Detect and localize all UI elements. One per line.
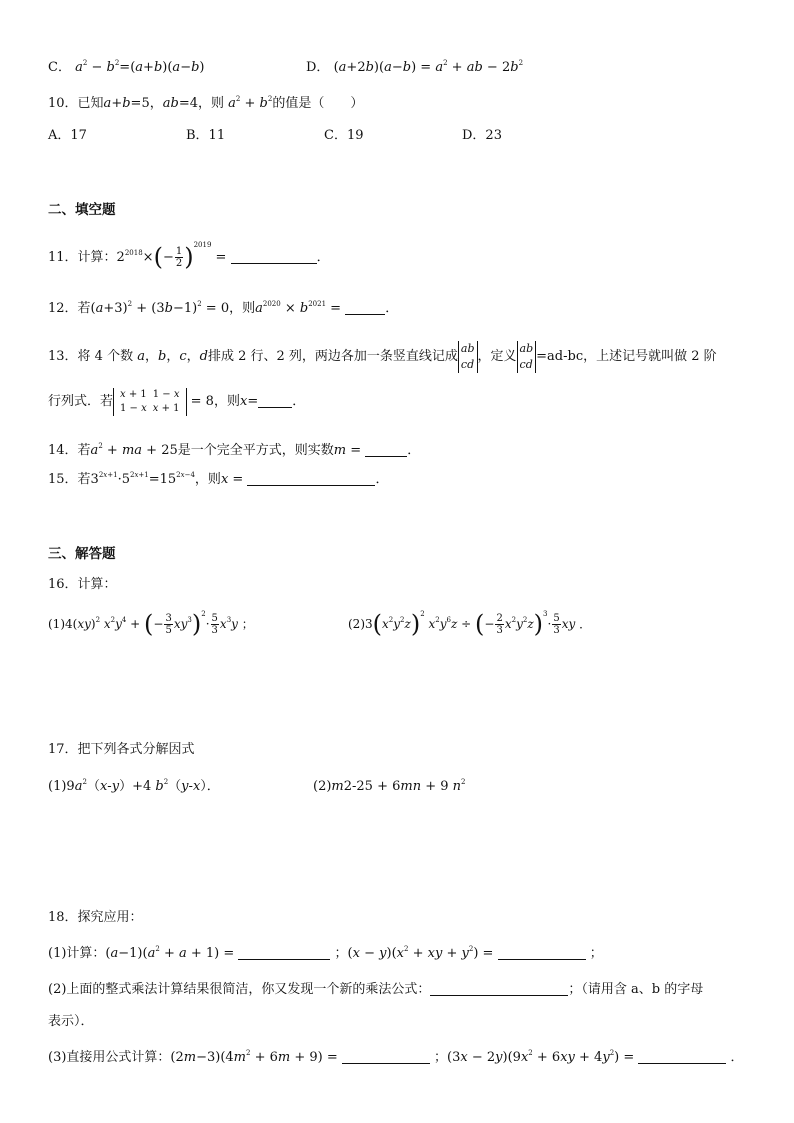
q18-answer-blank-3[interactable]: [342, 1049, 430, 1064]
q18-answer-blank-4[interactable]: [638, 1049, 726, 1064]
q13-answer-blank[interactable]: [258, 393, 292, 408]
q18-part2: (2)上面的整式乘法计算结果很简洁，你又发现一个新的乘法公式： ；（请用含 a、b 的字母: [48, 982, 704, 997]
q12-answer-blank[interactable]: [345, 300, 385, 315]
q14-answer-blank[interactable]: [365, 442, 407, 457]
q18-answer-blank-2[interactable]: [498, 945, 586, 960]
q17-title: 17．把下列各式分解因式: [48, 742, 195, 757]
q15: 15．若$3^{2x+1}\cdot 5^{2x+1}=15^{2x-4}$，则x = ．: [48, 471, 389, 487]
q12: 12．若$(a+3)^2 + (3b-1)^2 = 0$，则$a^{2020} \times b^{2021}$ = ．: [48, 300, 399, 316]
q17-part1: $(1)9a^2(x-y)+4$ $b^2(y-x)$．: [48, 778, 220, 794]
q15-answer-blank[interactable]: [247, 471, 375, 486]
section-answer-title: 三、解答题: [48, 546, 116, 562]
q18-answer-blank-1[interactable]: [238, 945, 330, 960]
q10-option-b: B．11: [186, 128, 226, 143]
q10-question: 10．已知a+b=5，ab=4，则 $a^2 + b^2$的值是（ ）: [48, 95, 364, 111]
q13-line1: 13．将 4 个数 a，b，c，d排成 2 行、2 列，两边各加一条竖直线记成 ab cd ，定义 ab cd =ad-bc，上述记号就叫做 2 阶: [48, 341, 717, 371]
q13-line2: 行列式．若 x + 1 1 − x 1 − x x + 1 = 8，则x= ．: [48, 388, 306, 414]
q11: 11．计算：$2^{2018}\times(-$ $\frac{1}{2}$ )$^{2019}$ = ．: [48, 241, 330, 271]
q9-option-d: D． $(a+2b)(a-b) = a^2$ + ab − $2b^2$: [306, 59, 524, 75]
q16-part1: (1)4(xy)$^2$ $x^2y^4$ + (− $\frac{3}{5}$ $xy^3)^2\cdot$ $\frac{5}{3}$ $x^3y$ ；: [48, 610, 254, 638]
q10-option-d: D．23: [462, 128, 502, 143]
q14: 14．若$a^2$ + ma + 25是一个完全平方式，则实数m = ．: [48, 442, 421, 458]
section-fill-in-title: 二、填空题: [48, 202, 116, 218]
q18-part2-cont: 表示）．: [48, 1014, 94, 1029]
q17-part2: (2)m2-25 + 6mn + 9 $n^2$: [313, 778, 466, 794]
q11-answer-blank[interactable]: [231, 249, 317, 264]
q9-option-c: C． $a^2 - b^2=(a+b)(a-b)$: [48, 59, 205, 75]
q10-option-a: A．17: [48, 128, 87, 143]
q18-part3: (3)直接用公式计算：$(2m-3)(4m^2 + 6m + 9)$ = ；$(3x - 2y)(9x^2 + 6xy + 4y^2)$ = ．: [48, 1049, 744, 1065]
q18-title: 18．探究应用：: [48, 910, 143, 925]
q10-option-c: C．19: [324, 128, 364, 143]
q16-part2: $(2)3(x^2y^2z)^2$ $x^2y^6z$ ÷ (− $\frac{2}{3}$ $x^2y^2z)^3\cdot$ $\frac{5}{3}$ xy ．: [348, 610, 592, 638]
q16-title: 16．计算：: [48, 577, 117, 592]
q18-formula-blank[interactable]: [430, 981, 568, 996]
q18-part1: (1)计算：$(a-1)(a^2 + a + 1)$ = ；$(x - y)(x^2$ + xy + $y^2$) = ；: [48, 945, 603, 961]
